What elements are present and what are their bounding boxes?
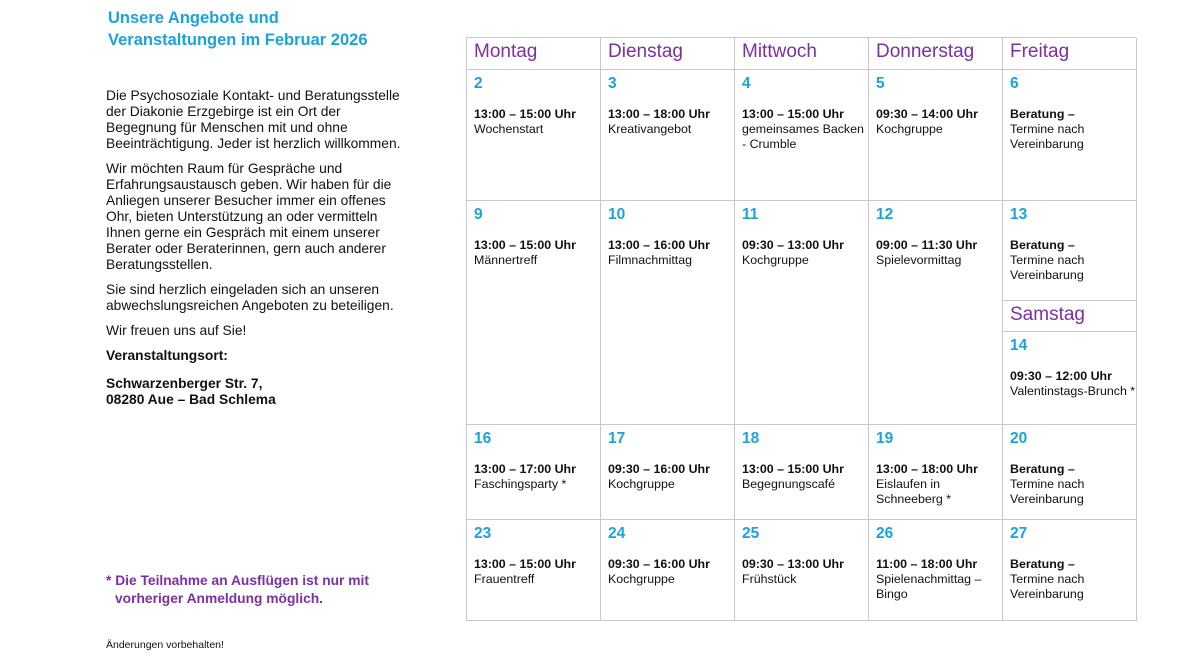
calendar-day-cell [467, 201, 601, 425]
event-description: Kochgruppe [876, 122, 943, 136]
note-line-1: * Die Teilnahme an Ausflügen ist nur mit [106, 573, 369, 588]
day-number: 11 [742, 206, 759, 223]
day-number: 17 [608, 430, 626, 447]
event-description: Termine nach Vereinbarung [1010, 122, 1085, 151]
event-description: Eislaufen in Schneeberg * [876, 477, 952, 506]
event-time: 13:00 – 15:00 Uhr [474, 557, 576, 571]
event-time: 09:30 – 16:00 Uhr [608, 462, 710, 476]
weekday-header-saturday: Samstag [1003, 301, 1137, 332]
event-time: 13:00 – 15:00 Uhr [742, 107, 844, 121]
calendar-day-cell [869, 520, 1003, 621]
calendar-day-cell [735, 70, 869, 201]
title-line-2: Veranstaltungen im Februar 2026 [108, 31, 368, 49]
day-number: 27 [1010, 525, 1028, 542]
registration-note [106, 572, 416, 608]
location-label: Veranstaltungsort: [106, 348, 228, 363]
day-number: 18 [742, 430, 760, 447]
event-time: Beratung – [1010, 462, 1075, 476]
intro-paragraph: Wir möchten Raum für Gespräche und Erfahrungsaustausch geben. Wir haben für die Anliegen unserer Besucher immer ein offenes Ohr, bieten Unterstützung an oder vermitteln Ihnen gerne ein Gespräch mit einem unserer Berater oder Beraterinnen, gern auch anderer Beratungsstellen. [106, 161, 392, 272]
event-description: Kochgruppe [742, 253, 809, 267]
intro-text [106, 88, 406, 417]
weekday-header: Mittwoch [735, 38, 869, 70]
day-number: 26 [876, 525, 894, 542]
event-time: 09:30 – 12:00 Uhr [1010, 369, 1112, 383]
event-time: 09:00 – 11:30 Uhr [876, 238, 978, 252]
calendar-day-cell [735, 425, 869, 520]
calendar-day-cell [601, 70, 735, 201]
calendar-day-cell [1003, 520, 1137, 621]
calendar-day-cell [735, 520, 869, 621]
event-description: gemeinsames Backen - Crumble [742, 122, 864, 151]
event-description: Männertreff [474, 253, 538, 267]
event-description: Frühstück [742, 572, 797, 586]
day-number: 9 [474, 206, 483, 223]
event-time: 13:00 – 15:00 Uhr [474, 238, 576, 252]
event-time: Beratung – [1010, 238, 1075, 252]
address [106, 376, 406, 408]
day-number: 20 [1010, 430, 1028, 447]
day-number: 2 [474, 75, 483, 92]
address-line-1: Schwarzenberger Str. 7, [106, 376, 263, 391]
event-time: 13:00 – 18:00 Uhr [876, 462, 978, 476]
event-time: 13:00 – 15:00 Uhr [474, 107, 576, 121]
day-number: 19 [876, 430, 894, 447]
calendar-day-cell [467, 520, 601, 621]
calendar-day-cell [869, 425, 1003, 520]
event-description: Wochenstart [474, 122, 544, 136]
event-time: Beratung – [1010, 557, 1075, 571]
footer-disclaimer: Änderungen vorbehalten! [106, 639, 224, 651]
event-time: 13:00 – 16:00 Uhr [608, 238, 710, 252]
event-description: Spielenachmittag – Bingo [876, 572, 982, 601]
day-number: 6 [1010, 75, 1019, 92]
calendar-day-cell [601, 520, 735, 621]
day-number: 10 [608, 206, 626, 223]
event-description: Spielevormittag [876, 253, 962, 267]
event-description: Frauentreff [474, 572, 535, 586]
event-time: 13:00 – 17:00 Uhr [474, 462, 576, 476]
calendar-day-cell [1003, 70, 1137, 201]
event-description: Begegnungscafé [742, 477, 836, 491]
event-description: Valentinstags-Brunch * [1010, 384, 1136, 398]
day-number: 23 [474, 525, 492, 542]
calendar-day-cell [467, 425, 601, 520]
intro-paragraph: Die Psychosoziale Kontakt- und Beratungsstelle der Diakonie Erzgebirge ist ein Ort der Begegnung für Menschen mit und ohne Beeinträchtigung. Jeder ist herzlich willkommen. [106, 88, 401, 151]
event-time: 11:00 – 18:00 Uhr [876, 557, 978, 571]
day-number: 12 [876, 206, 894, 223]
day-number: 4 [742, 75, 751, 92]
calendar-day-cell [869, 201, 1003, 425]
page-title [108, 7, 418, 51]
event-time: Beratung – [1010, 107, 1075, 121]
event-time: 09:30 – 16:00 Uhr [608, 557, 710, 571]
address-line-2: 08280 Aue – Bad Schlema [106, 392, 276, 407]
event-description: Termine nach Vereinbarung [1010, 253, 1085, 282]
calendar-day-cell [869, 70, 1003, 201]
event-calendar [466, 37, 1136, 621]
calendar-day-cell [601, 425, 735, 520]
note-line-2: vorheriger Anmeldung möglich. [115, 591, 323, 606]
event-description: Termine nach Vereinbarung [1010, 477, 1085, 506]
calendar-day-cell [1003, 425, 1137, 520]
event-description: Filmnachmittag [608, 253, 693, 267]
day-number: 5 [876, 75, 885, 92]
calendar-day-cell [1003, 201, 1137, 301]
day-number: 25 [742, 525, 760, 542]
day-number: 3 [608, 75, 617, 92]
event-description: Kreativangebot [608, 122, 692, 136]
event-description: Faschingsparty * [474, 477, 567, 491]
weekday-header: Dienstag [601, 38, 735, 70]
title-line-1: Unsere Angebote und [108, 9, 279, 27]
calendar-day-cell [467, 70, 601, 201]
event-time: 13:00 – 15:00 Uhr [742, 462, 844, 476]
day-number: 24 [608, 525, 626, 542]
event-time: 09:30 – 13:00 Uhr [742, 557, 844, 571]
event-time: 09:30 – 14:00 Uhr [876, 107, 978, 121]
event-description: Kochgruppe [608, 572, 675, 586]
day-number: 16 [474, 430, 492, 447]
intro-paragraph: Wir freuen uns auf Sie! [106, 323, 247, 338]
day-number: 13 [1010, 206, 1028, 223]
event-time: 13:00 – 18:00 Uhr [608, 107, 710, 121]
day-number: 14 [1010, 337, 1028, 354]
event-time: 09:30 – 13:00 Uhr [742, 238, 844, 252]
weekday-header: Freitag [1003, 38, 1137, 70]
weekday-header: Montag [467, 38, 601, 70]
event-description: Kochgruppe [608, 477, 675, 491]
weekday-header: Donnerstag [869, 38, 1003, 70]
intro-paragraph: Sie sind herzlich eingeladen sich an unseren abwechslungsreichen Angeboten zu beteiligen. [106, 282, 394, 313]
calendar-day-cell [601, 201, 735, 425]
calendar-day-cell [735, 201, 869, 425]
event-description: Termine nach Vereinbarung [1010, 572, 1085, 601]
calendar-day-cell-saturday [1003, 332, 1137, 425]
